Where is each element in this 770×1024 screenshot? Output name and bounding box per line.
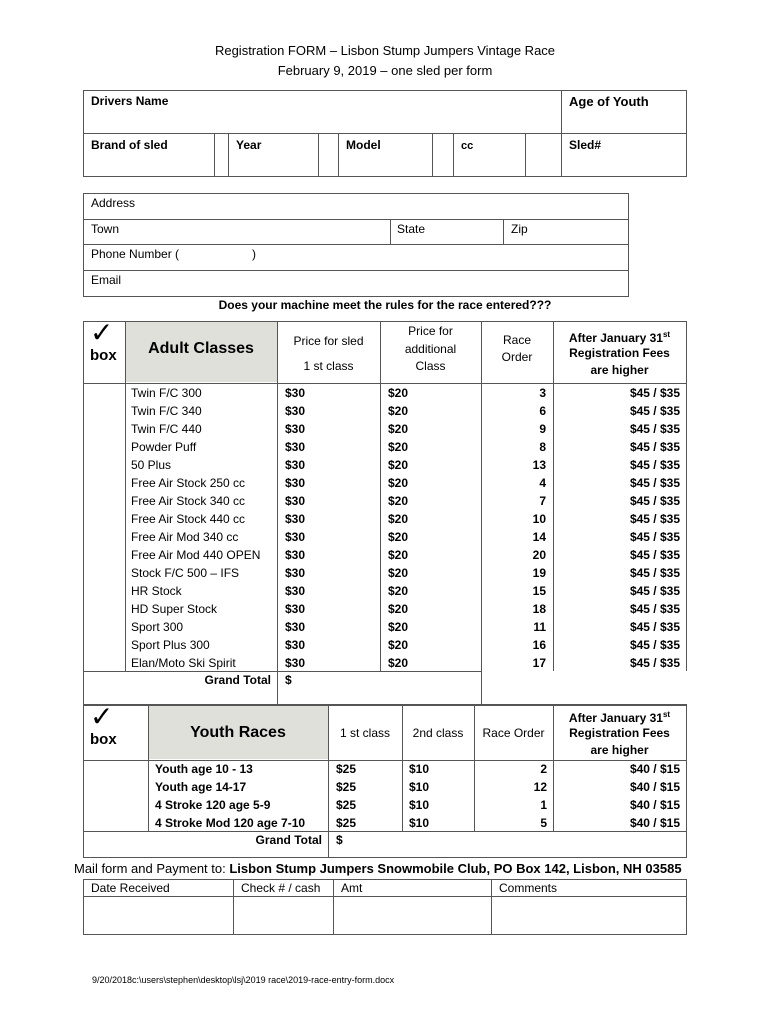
adult-grand-total-value[interactable]: $ bbox=[285, 673, 292, 687]
adult-class-row[interactable] bbox=[83, 402, 687, 420]
adult-class-name: Stock F/C 500 – IFS bbox=[131, 566, 240, 580]
adult-price-add-header-2: additional bbox=[404, 342, 457, 356]
adult-class-row[interactable] bbox=[83, 600, 687, 618]
youth-late-fee-header bbox=[553, 708, 686, 725]
youth-second-price: $10 bbox=[409, 798, 430, 812]
adult-first-price: $30 bbox=[285, 530, 306, 544]
adult-late-fee: $45 / $35 bbox=[629, 548, 680, 562]
youth-race-order: 12 bbox=[533, 780, 547, 794]
adult-first-price: $30 bbox=[285, 566, 306, 580]
youth-race-order: 5 bbox=[540, 816, 547, 830]
adult-late-fee: $45 / $35 bbox=[629, 638, 680, 652]
adult-additional-price: $20 bbox=[388, 548, 409, 562]
youth-race-row[interactable] bbox=[83, 778, 687, 796]
youth-late-fee: $40 / $15 bbox=[629, 780, 680, 794]
date-received-field[interactable]: Date Received bbox=[91, 881, 170, 895]
state-field[interactable]: State bbox=[397, 222, 426, 236]
footer-file-path: 9/20/2018c:\users\stephen\desktop\lsj\2019 race\2019-race-entry-form.docx bbox=[92, 975, 395, 985]
phone-number-field[interactable]: Phone Number ( bbox=[91, 247, 180, 261]
town-field[interactable]: Town bbox=[91, 222, 120, 236]
adult-additional-price: $20 bbox=[388, 422, 409, 436]
youth-first-class-header: 1 st class bbox=[339, 726, 390, 740]
youth-check-icon: ✓ bbox=[90, 701, 114, 732]
adult-class-row[interactable] bbox=[83, 384, 687, 402]
youth-late-fee-text: After January 31 bbox=[568, 711, 663, 725]
mail-line bbox=[74, 861, 682, 877]
adult-late-fee: $45 / $35 bbox=[629, 656, 680, 670]
adult-race-order: 9 bbox=[539, 422, 546, 436]
adult-late-fee-header bbox=[553, 328, 686, 345]
youth-race-name: Youth age 14-17 bbox=[155, 780, 247, 794]
adult-race-order: 6 bbox=[539, 404, 546, 418]
cc-field[interactable]: cc bbox=[461, 140, 474, 152]
adult-race-order: 17 bbox=[532, 656, 546, 670]
youth-late-fee: $40 / $15 bbox=[629, 762, 680, 776]
adult-box-label: box bbox=[90, 347, 117, 364]
adult-first-price: $30 bbox=[285, 638, 306, 652]
adult-late-fee: $45 / $35 bbox=[629, 602, 680, 616]
adult-additional-price: $20 bbox=[388, 458, 409, 472]
check-cash-field[interactable]: Check # / cash bbox=[241, 881, 321, 895]
adult-late-fee: $45 / $35 bbox=[629, 494, 680, 508]
adult-class-row[interactable] bbox=[83, 528, 687, 546]
youth-race-order: 1 bbox=[540, 798, 547, 812]
adult-race-order: 15 bbox=[532, 584, 546, 598]
adult-race-order: 16 bbox=[532, 638, 546, 652]
adult-class-name: HD Super Stock bbox=[131, 602, 218, 616]
youth-grand-total-value[interactable]: $ bbox=[336, 833, 343, 847]
adult-first-price: $30 bbox=[285, 458, 306, 472]
adult-first-price: $30 bbox=[285, 602, 306, 616]
adult-additional-price: $20 bbox=[388, 584, 409, 598]
adult-price-add-header: Price for bbox=[408, 324, 453, 338]
adult-price-sled-header-2: 1 st class bbox=[303, 359, 354, 373]
adult-class-row[interactable] bbox=[83, 420, 687, 438]
year-field[interactable]: Year bbox=[236, 138, 262, 152]
adult-race-order: 18 bbox=[532, 602, 546, 616]
adult-class-name: Twin F/C 440 bbox=[131, 422, 202, 436]
youth-late-fee: $40 / $15 bbox=[629, 798, 680, 812]
youth-race-name: Youth age 10 - 13 bbox=[155, 762, 253, 776]
youth-races-heading: Youth Races bbox=[190, 724, 286, 741]
adult-late-fee: $45 / $35 bbox=[629, 566, 680, 580]
adult-class-name: HR Stock bbox=[131, 584, 182, 598]
youth-first-price: $25 bbox=[336, 762, 357, 776]
youth-grand-total-label: Grand Total bbox=[255, 833, 322, 847]
adult-class-row[interactable] bbox=[83, 474, 687, 492]
drivers-name-field[interactable]: Drivers Name bbox=[91, 94, 169, 108]
adult-additional-price: $20 bbox=[388, 440, 409, 454]
adult-late-fee-header-3: are higher bbox=[590, 363, 649, 377]
adult-class-row[interactable] bbox=[83, 564, 687, 582]
adult-late-fee: $45 / $35 bbox=[629, 458, 680, 472]
youth-late-fee-header-3: are higher bbox=[590, 743, 649, 757]
brand-of-sled-field[interactable]: Brand of sled bbox=[91, 138, 168, 152]
adult-first-price: $30 bbox=[285, 548, 306, 562]
adult-race-order-header-2: Order bbox=[501, 350, 533, 364]
adult-race-order: 4 bbox=[539, 476, 546, 490]
youth-race-order: 2 bbox=[540, 762, 547, 776]
adult-first-price: $30 bbox=[285, 422, 306, 436]
form-subtitle: February 9, 2019 – one sled per form bbox=[277, 63, 493, 78]
mail-prefix: Mail form and Payment to: bbox=[74, 861, 226, 876]
form-title: Registration FORM – Lisbon Stump Jumpers Vintage Race bbox=[214, 43, 556, 58]
youth-second-class-header: 2nd class bbox=[412, 726, 464, 740]
adult-late-fee-sup: st bbox=[662, 330, 671, 339]
adult-class-name: Free Air Stock 440 cc bbox=[131, 512, 246, 526]
adult-class-row[interactable] bbox=[83, 510, 687, 528]
adult-first-price: $30 bbox=[285, 440, 306, 454]
youth-race-order-header: Race Order bbox=[482, 726, 545, 740]
youth-second-price: $10 bbox=[409, 780, 430, 794]
adult-first-price: $30 bbox=[285, 386, 306, 400]
adult-additional-price: $20 bbox=[388, 620, 409, 634]
adult-additional-price: $20 bbox=[388, 386, 409, 400]
adult-additional-price: $20 bbox=[388, 404, 409, 418]
adult-race-order-header: Race bbox=[502, 333, 531, 347]
amount-field[interactable]: Amt bbox=[341, 881, 363, 895]
phone-close-paren: ) bbox=[252, 247, 256, 261]
adult-class-name: Sport 300 bbox=[131, 620, 184, 634]
mail-address: Lisbon Stump Jumpers Snowmobile Club, PO Box 142, Lisbon, NH 03585 bbox=[229, 861, 682, 876]
adult-first-price: $30 bbox=[285, 494, 306, 508]
adult-race-order: 8 bbox=[539, 440, 546, 454]
youth-second-price: $10 bbox=[409, 762, 430, 776]
youth-second-price: $10 bbox=[409, 816, 430, 830]
adult-additional-price: $20 bbox=[388, 566, 409, 580]
adult-check-icon: ✓ bbox=[90, 317, 114, 348]
adult-class-row[interactable] bbox=[83, 654, 687, 672]
adult-race-order: 13 bbox=[532, 458, 546, 472]
adult-race-order: 11 bbox=[533, 620, 546, 634]
address-field[interactable]: Address bbox=[91, 196, 136, 210]
adult-class-name: Free Air Mod 340 cc bbox=[131, 530, 239, 544]
adult-late-fee-text: After January 31 bbox=[568, 331, 663, 345]
adult-class-name: Free Air Stock 250 cc bbox=[131, 476, 246, 490]
youth-race-name: 4 Stroke Mod 120 age 7-10 bbox=[155, 816, 306, 830]
adult-late-fee: $45 / $35 bbox=[629, 422, 680, 436]
adult-price-sled-header: Price for sled bbox=[293, 334, 364, 348]
adult-first-price: $30 bbox=[285, 620, 306, 634]
adult-late-fee: $45 / $35 bbox=[629, 620, 680, 634]
adult-class-name: Twin F/C 340 bbox=[131, 404, 202, 418]
adult-first-price: $30 bbox=[285, 584, 306, 598]
adult-additional-price: $20 bbox=[388, 494, 409, 508]
adult-class-row[interactable] bbox=[83, 456, 687, 474]
adult-late-fee: $45 / $35 bbox=[629, 404, 680, 418]
adult-price-add-header-3: Class bbox=[415, 359, 446, 373]
adult-late-fee: $45 / $35 bbox=[629, 386, 680, 400]
adult-class-row[interactable] bbox=[83, 438, 687, 456]
youth-race-name: 4 Stroke 120 age 5-9 bbox=[155, 798, 271, 812]
adult-class-row[interactable] bbox=[83, 618, 687, 636]
youth-race-row[interactable] bbox=[83, 760, 687, 778]
adult-additional-price: $20 bbox=[388, 602, 409, 616]
adult-class-name: Free Air Stock 340 cc bbox=[131, 494, 246, 508]
youth-box-label: box bbox=[90, 731, 117, 748]
youth-first-price: $25 bbox=[336, 798, 357, 812]
youth-first-price: $25 bbox=[336, 816, 357, 830]
age-of-youth-field[interactable]: Age of Youth bbox=[569, 94, 649, 109]
adult-class-name: Powder Puff bbox=[131, 440, 197, 454]
adult-class-name: Elan/Moto Ski Spirit bbox=[131, 656, 236, 670]
adult-class-row[interactable] bbox=[83, 636, 687, 654]
youth-first-price: $25 bbox=[336, 780, 357, 794]
adult-late-fee: $45 / $35 bbox=[629, 440, 680, 454]
adult-additional-price: $20 bbox=[388, 530, 409, 544]
adult-race-order: 20 bbox=[532, 548, 546, 562]
adult-classes-heading: Adult Classes bbox=[148, 340, 254, 357]
adult-class-name: Twin F/C 300 bbox=[131, 386, 202, 400]
youth-late-fee: $40 / $15 bbox=[629, 816, 680, 830]
model-field[interactable]: Model bbox=[346, 138, 381, 152]
rules-question: Does your machine meet the rules for the race entered??? bbox=[218, 298, 552, 312]
adult-late-fee: $45 / $35 bbox=[629, 512, 680, 526]
adult-race-order: 7 bbox=[539, 494, 546, 508]
adult-late-fee: $45 / $35 bbox=[629, 476, 680, 490]
adult-additional-price: $20 bbox=[388, 638, 409, 652]
youth-late-fee-header-2: Registration Fees bbox=[569, 726, 670, 740]
adult-class-name: Sport Plus 300 bbox=[131, 638, 210, 652]
adult-class-row[interactable] bbox=[83, 546, 687, 564]
adult-race-order: 14 bbox=[532, 530, 546, 544]
adult-first-price: $30 bbox=[285, 476, 306, 490]
adult-first-price: $30 bbox=[285, 404, 306, 418]
adult-grand-total-label: Grand Total bbox=[204, 673, 271, 687]
adult-additional-price: $20 bbox=[388, 656, 409, 670]
adult-race-order: 19 bbox=[532, 566, 546, 580]
adult-race-order: 10 bbox=[532, 512, 546, 526]
adult-class-name: 50 Plus bbox=[131, 458, 172, 472]
adult-class-row[interactable] bbox=[83, 492, 687, 510]
youth-race-row[interactable] bbox=[83, 796, 687, 814]
youth-race-row[interactable] bbox=[83, 814, 687, 832]
sled-number-field[interactable]: Sled# bbox=[569, 138, 602, 152]
adult-additional-price: $20 bbox=[388, 512, 409, 526]
comments-field[interactable]: Comments bbox=[499, 881, 558, 895]
adult-additional-price: $20 bbox=[388, 476, 409, 490]
adult-class-row[interactable] bbox=[83, 582, 687, 600]
adult-late-fee-header-2: Registration Fees bbox=[569, 346, 670, 360]
adult-first-price: $30 bbox=[285, 512, 306, 526]
adult-first-price: $30 bbox=[285, 656, 306, 670]
youth-late-fee-sup: st bbox=[662, 710, 671, 719]
email-field[interactable]: Email bbox=[91, 273, 122, 287]
adult-class-name: Free Air Mod 440 OPEN bbox=[131, 548, 261, 562]
adult-race-order: 3 bbox=[539, 386, 546, 400]
adult-late-fee: $45 / $35 bbox=[629, 530, 680, 544]
adult-late-fee: $45 / $35 bbox=[629, 584, 680, 598]
zip-field[interactable]: Zip bbox=[511, 222, 528, 236]
